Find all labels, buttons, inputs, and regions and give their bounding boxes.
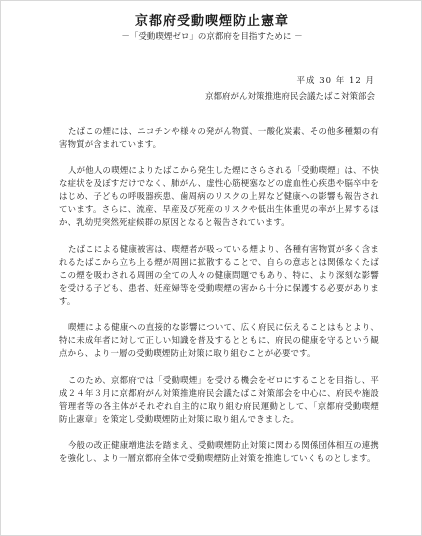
body-paragraph: たばこによる健康被害は、喫煙者が吸っている煙より、各種有害物質が多く含まれるたばこから立ち上る煙が周囲に拡散することで、自らの意志とは関係なくたばこの煙を吸わされる周囲の全ての人々の健康問題でもあり、特に、より深刻な影響を受ける子ども、患者、妊産婦等を受動喫煙の害から十分に保護する必要があります。	[59, 243, 379, 306]
body-paragraph: 今般の改正健康増進法を踏まえ、受動喫煙防止対策に関わる関係団体相互の連携を強化し、より一層京都府全体で受動喫煙防止対策を推進していくものとします。	[59, 439, 379, 463]
document-date: 平成 30 年 12 月	[296, 76, 375, 86]
body-paragraph: 人が他人の喫煙によりたばこから発生した煙にさらされる「受動喫煙」は、不快な症状を及ぼすだけでなく、肺がん、虚性心筋梗塞などの虚血性心疾患や脳卒中をはじめ、子どもの呼吸器疾患、歯周病のリスクの上昇など健康への影響も報告されています。さらに、流産、早産及び死産のリスクや低出生体重児の率が上昇するほか、乳幼児突然死症候群の原因となると報告されています。	[59, 165, 379, 228]
document-subtitle: －「受動喫煙ゼロ」の京都府を目指すために －	[121, 32, 303, 42]
body-paragraph: 喫煙による健康への直接的な影響について、広く府民に伝えることはもとより、特に未成年者に対して正しい知識を普及するとともに、府民の健康を守るという観点から、より一層の受動喫煙防止対策に取り組むことが必要です。	[59, 322, 379, 359]
body-paragraph: このため、京都府では「受動喫煙」を受ける機会をゼロにすることを目指し、平成２４年３月に京都府がん対策推進府民会議たばこ対策部会を中心に、府民や施設管理者等の各主体がそれぞれ自主的に取り組む府民運動として、「京都府受動喫煙防止憲章」を策定し受動喫煙防止対策に取り組んできました。	[59, 374, 379, 424]
document-body	[59, 125, 379, 478]
issuing-organization: 京都府がん対策推進府民会議たばこ対策部会	[204, 92, 375, 102]
document-title: 京都府受動喫煙防止憲章	[134, 14, 289, 29]
body-paragraph: たばこの煙には、ニコチンや様々の発がん物質、一酸化炭素、その他多種類の有害物質が含まれています。	[59, 126, 379, 149]
